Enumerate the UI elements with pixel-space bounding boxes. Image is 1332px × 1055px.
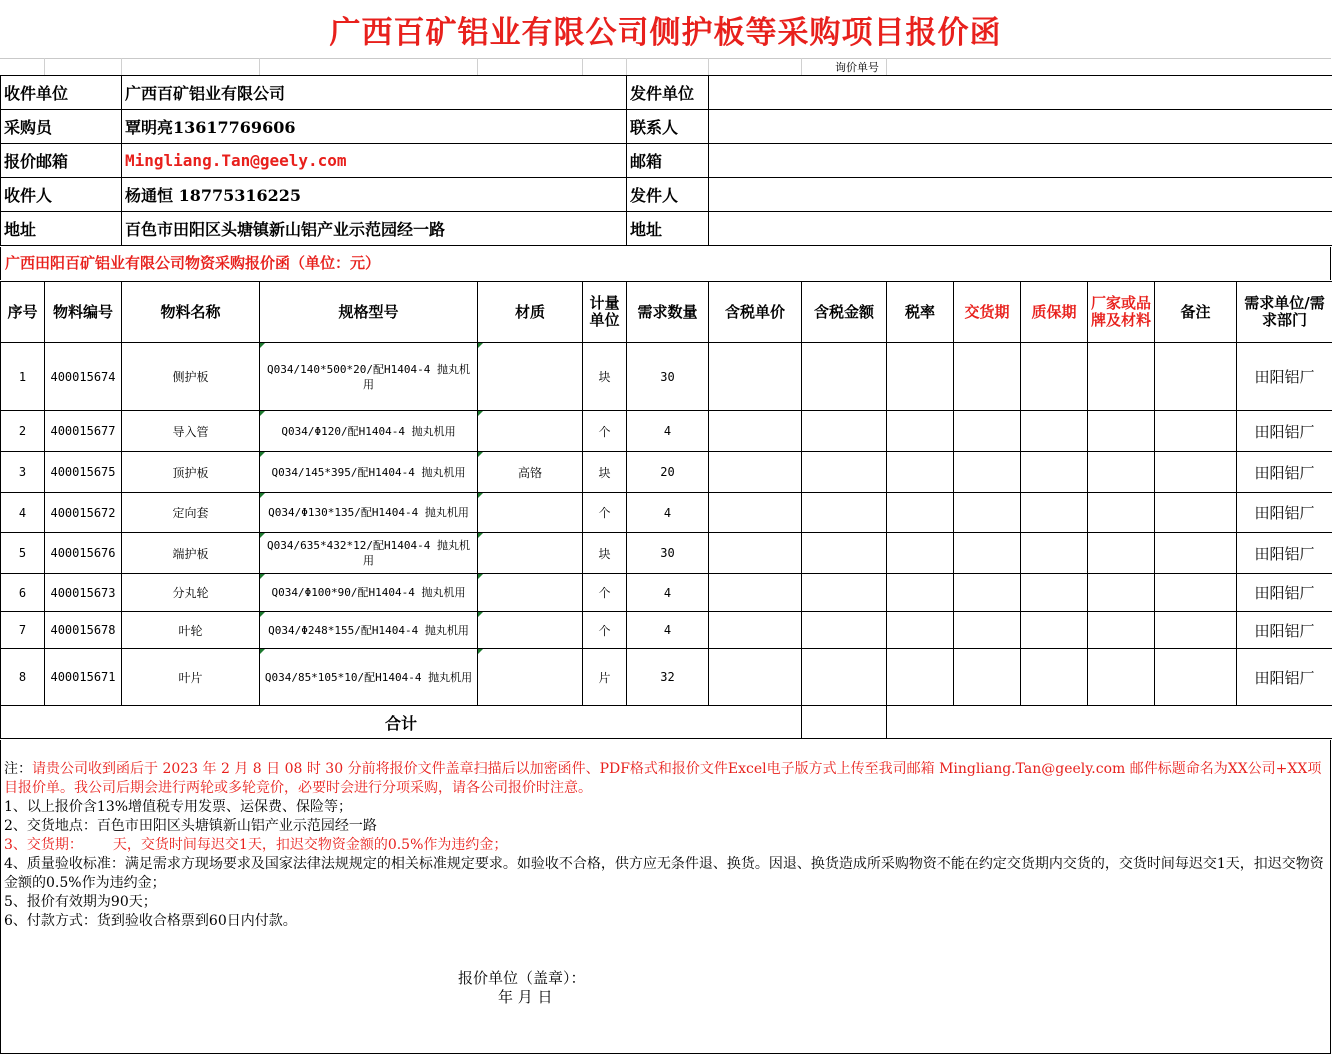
signature-label: 报价单位（盖章）： [458, 969, 586, 987]
col-qty: 需求数量 [627, 282, 709, 343]
cell-price[interactable] [709, 533, 802, 574]
cell-brand[interactable] [1088, 452, 1155, 493]
info-row [1, 110, 1332, 144]
cell-qty: 32 [627, 649, 709, 706]
items-table [0, 281, 1332, 739]
note-2: 2、交货地点：百色市田阳区头塘镇新山铝产业示范园经一路 [4, 818, 377, 834]
cell-dept: 田阳铝厂 [1237, 493, 1332, 533]
cell-amount[interactable] [802, 649, 887, 706]
cell-remark[interactable] [1155, 649, 1237, 706]
cell-spec: Q034/Φ130*135/配H1404-4 抛丸机用 [260, 493, 478, 533]
cell-seq: 1 [1, 343, 45, 411]
cell-spec: Q034/635*432*12/配H1404-4 抛丸机用 [260, 533, 478, 574]
cell-amount[interactable] [802, 411, 887, 452]
cell-delivery[interactable] [954, 612, 1021, 649]
info-table [0, 75, 1332, 246]
cell-seq: 5 [1, 533, 45, 574]
info-label: 地址 [1, 212, 122, 246]
note-intro [4, 760, 1327, 798]
cell-material[interactable] [478, 411, 583, 452]
cell-unit: 个 [583, 493, 627, 533]
cell-code: 400015675 [45, 452, 122, 493]
info-value[interactable]: 广西百矿铝业有限公司 [122, 76, 627, 110]
cell-code: 400015674 [45, 343, 122, 411]
cell-code: 400015673 [45, 574, 122, 612]
cell-brand[interactable] [1088, 493, 1155, 533]
col-delivery: 交货期 [954, 282, 1021, 343]
cell-tax[interactable] [887, 411, 954, 452]
cell-tax[interactable] [887, 343, 954, 411]
cell-warranty[interactable] [1021, 343, 1088, 411]
table-row [1, 411, 1332, 452]
table-row [1, 574, 1332, 612]
cell-dept: 田阳铝厂 [1237, 649, 1332, 706]
info-row [1, 212, 1332, 246]
note-4: 4、质量验收标准：满足需求方现场要求及国家法律法规规定的相关标准规定要求。如验收不合格，供方应无条件退、换货。因退、换货造成所采购物资不能在约定交货期内交货的，交货时间每迟交1天，扣迟交物资金额的0.5%作为违约金； [4, 856, 1324, 891]
cell-price[interactable] [709, 343, 802, 411]
cell-code: 400015676 [45, 533, 122, 574]
cell-amount[interactable] [802, 452, 887, 493]
cell-amount[interactable] [802, 493, 887, 533]
info-label: 联系人 [627, 110, 709, 144]
cell-price[interactable] [709, 574, 802, 612]
cell-price[interactable] [709, 452, 802, 493]
note-deadline: 请贵公司收到函后于 2023 年 2 月 8 日 08 时 30 分前将报价文件盖章扫描后以加密函件、PDF格式和报价文件Excel电子版方式上传至我司邮箱 Mingliang.Tan@geely.com 邮件标题命名为XX公司+XX项目报价单。我公司后期会进行两轮或多轮竞价，必要时会进行分项采购，请各公司报价时注意。 [4, 761, 1322, 796]
cell-dept: 田阳铝厂 [1237, 574, 1332, 612]
info-label: 报价邮箱 [1, 144, 122, 178]
info-label: 收件人 [1, 178, 122, 212]
cell-delivery[interactable] [954, 533, 1021, 574]
table-row [1, 452, 1332, 493]
info-label: 收件单位 [1, 76, 122, 110]
info-value[interactable] [709, 212, 1332, 246]
cell-remark[interactable] [1155, 612, 1237, 649]
cell-qty: 4 [627, 574, 709, 612]
quote-email-link[interactable]: Mingliang.Tan@geely.com [122, 144, 627, 178]
col-material: 材质 [478, 282, 583, 343]
note-3 [4, 836, 1327, 855]
cell-name: 顶护板 [122, 452, 260, 493]
cell-delivery[interactable] [954, 574, 1021, 612]
col-warranty: 质保期 [1021, 282, 1088, 343]
cell-qty: 30 [627, 343, 709, 411]
cell-unit: 个 [583, 411, 627, 452]
cell-remark[interactable] [1155, 493, 1237, 533]
cell-dept: 田阳铝厂 [1237, 343, 1332, 411]
info-label: 邮箱 [627, 144, 709, 178]
inquiry-row [0, 58, 1331, 75]
info-value[interactable] [709, 110, 1332, 144]
cell-brand[interactable] [1088, 649, 1155, 706]
cell-name: 定向套 [122, 493, 260, 533]
cell-material[interactable] [478, 343, 583, 411]
cell-delivery[interactable] [954, 649, 1021, 706]
cell-name: 分丸轮 [122, 574, 260, 612]
cell-spec: Q034/Φ120/配H1404-4 抛丸机用 [260, 411, 478, 452]
cell-material[interactable] [478, 533, 583, 574]
cell-spec: Q034/140*500*20/配H1404-4 抛丸机用 [260, 343, 478, 411]
cell-delivery[interactable] [954, 343, 1021, 411]
cell-seq: 6 [1, 574, 45, 612]
cell-warranty[interactable] [1021, 649, 1088, 706]
table-row [1, 493, 1332, 533]
cell-qty: 20 [627, 452, 709, 493]
cell-code: 400015678 [45, 612, 122, 649]
cell-seq: 4 [1, 493, 45, 533]
cell-brand[interactable] [1088, 574, 1155, 612]
cell-dept: 田阳铝厂 [1237, 452, 1332, 493]
col-dept: 需求单位/需求部门 [1237, 282, 1332, 343]
cell-dept: 田阳铝厂 [1237, 533, 1332, 574]
cell-code: 400015671 [45, 649, 122, 706]
col-remark: 备注 [1155, 282, 1237, 343]
total-amount-cell[interactable] [802, 706, 887, 739]
info-value[interactable]: 百色市田阳区头塘镇新山铝产业示范园经一路 [122, 212, 627, 246]
cell-spec: Q034/Φ100*90/配H1404-4 抛丸机用 [260, 574, 478, 612]
col-amount: 含税金额 [802, 282, 887, 343]
info-value[interactable] [709, 178, 1332, 212]
cell-remark[interactable] [1155, 574, 1237, 612]
cell-delivery[interactable] [954, 493, 1021, 533]
cell-material[interactable]: 高铬 [478, 452, 583, 493]
cell-tax[interactable] [887, 493, 954, 533]
cell-brand[interactable] [1088, 612, 1155, 649]
note-3-text: 天，交货时间每迟交1天，扣迟交物资金额的0.5%作为违约金； [112, 837, 508, 853]
col-seq: 序号 [1, 282, 45, 343]
col-unit: 计量单位 [583, 282, 627, 343]
col-brand: 厂家或品牌及材料 [1088, 282, 1155, 343]
notes-section [0, 740, 1331, 1054]
col-spec: 规格型号 [260, 282, 478, 343]
cell-remark[interactable] [1155, 343, 1237, 411]
cell-amount[interactable] [802, 533, 887, 574]
cell-qty: 4 [627, 493, 709, 533]
cell-qty: 30 [627, 533, 709, 574]
cell-warranty[interactable] [1021, 533, 1088, 574]
cell-seq: 7 [1, 612, 45, 649]
cell-remark[interactable] [1155, 452, 1237, 493]
table-row [1, 612, 1332, 649]
info-value[interactable]: 覃明亮13617769606 [122, 110, 627, 144]
cell-amount[interactable] [802, 343, 887, 411]
total-row [1, 706, 1332, 739]
info-label: 地址 [627, 212, 709, 246]
cell-material[interactable] [478, 649, 583, 706]
cell-warranty[interactable] [1021, 574, 1088, 612]
cell-seq: 8 [1, 649, 45, 706]
cell-brand[interactable] [1088, 411, 1155, 452]
info-row [1, 76, 1332, 110]
total-rest-cell[interactable] [887, 706, 1332, 739]
cell-delivery[interactable] [954, 411, 1021, 452]
info-value[interactable] [709, 76, 1332, 110]
cell-unit: 个 [583, 612, 627, 649]
cell-dept: 田阳铝厂 [1237, 612, 1332, 649]
cell-brand[interactable] [1088, 343, 1155, 411]
note-5: 5、报价有效期为90天； [4, 894, 157, 910]
col-name: 物料名称 [122, 282, 260, 343]
table-header-row [1, 282, 1332, 343]
cell-tax[interactable] [887, 452, 954, 493]
section-subtitle: 广西田阳百矿铝业有限公司物资采购报价函（单位：元） [0, 247, 1331, 280]
cell-material[interactable] [478, 493, 583, 533]
cell-name: 端护板 [122, 533, 260, 574]
cell-price[interactable] [709, 493, 802, 533]
cell-price[interactable] [709, 649, 802, 706]
info-value[interactable] [709, 144, 1332, 178]
note-1: 1、以上报价含13%增值税专用发票、运保费、保险等； [4, 799, 353, 815]
cell-delivery[interactable] [954, 452, 1021, 493]
cell-material[interactable] [478, 612, 583, 649]
cell-spec: Q034/85*105*10/配H1404-4 抛丸机用 [260, 649, 478, 706]
cell-tax[interactable] [887, 612, 954, 649]
inquiry-number-label: 询价单号 [835, 61, 879, 74]
cell-remark[interactable] [1155, 411, 1237, 452]
info-label: 发件单位 [627, 76, 709, 110]
cell-unit: 块 [583, 343, 627, 411]
cell-name: 叶轮 [122, 612, 260, 649]
cell-warranty[interactable] [1021, 493, 1088, 533]
table-row [1, 343, 1332, 411]
cell-spec: Q034/145*395/配H1404-4 抛丸机用 [260, 452, 478, 493]
note-6: 6、付款方式：货到验收合格票到60日内付款。 [4, 913, 297, 929]
cell-material[interactable] [478, 574, 583, 612]
cell-unit: 块 [583, 533, 627, 574]
info-label: 发件人 [627, 178, 709, 212]
info-value[interactable]: 杨通恒 18775316225 [122, 178, 627, 212]
title-row [0, 0, 1331, 59]
cell-code: 400015672 [45, 493, 122, 533]
cell-amount[interactable] [802, 612, 887, 649]
cell-warranty[interactable] [1021, 452, 1088, 493]
cell-tax[interactable] [887, 574, 954, 612]
cell-price[interactable] [709, 612, 802, 649]
cell-warranty[interactable] [1021, 612, 1088, 649]
note-prefix: 注： [4, 761, 32, 777]
cell-unit: 块 [583, 452, 627, 493]
cell-warranty[interactable] [1021, 411, 1088, 452]
info-label: 采购员 [1, 110, 122, 144]
cell-name: 侧护板 [122, 343, 260, 411]
cell-spec: Q034/Φ248*155/配H1404-4 抛丸机用 [260, 612, 478, 649]
cell-tax[interactable] [887, 649, 954, 706]
cell-seq: 2 [1, 411, 45, 452]
cell-unit: 个 [583, 574, 627, 612]
cell-qty: 4 [627, 612, 709, 649]
signature-block [458, 969, 586, 1007]
table-row [1, 533, 1332, 574]
cell-qty: 4 [627, 411, 709, 452]
cell-code: 400015677 [45, 411, 122, 452]
cell-name: 叶片 [122, 649, 260, 706]
cell-unit: 片 [583, 649, 627, 706]
cell-price[interactable] [709, 411, 802, 452]
col-price: 含税单价 [709, 282, 802, 343]
cell-tax[interactable] [887, 533, 954, 574]
cell-amount[interactable] [802, 574, 887, 612]
cell-seq: 3 [1, 452, 45, 493]
cell-remark[interactable] [1155, 533, 1237, 574]
info-row [1, 144, 1332, 178]
col-tax: 税率 [887, 282, 954, 343]
table-row [1, 649, 1332, 706]
col-code: 物料编号 [45, 282, 122, 343]
cell-name: 导入管 [122, 411, 260, 452]
signature-date: 年 月 日 [498, 988, 553, 1006]
total-label: 合计 [1, 706, 802, 739]
cell-dept: 田阳铝厂 [1237, 411, 1332, 452]
info-row [1, 178, 1332, 212]
note-3-label: 3、交货期： [4, 837, 83, 853]
page-title: 广西百矿铝业有限公司侧护板等采购项目报价函 [329, 14, 1002, 51]
cell-brand[interactable] [1088, 533, 1155, 574]
